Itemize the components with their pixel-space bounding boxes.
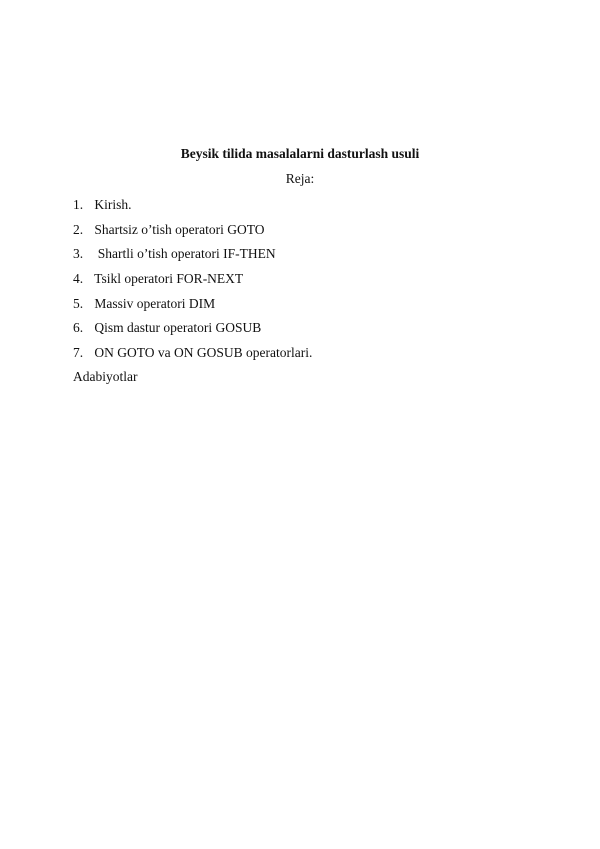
references-label: Adabiyotlar [73,369,138,384]
item-text: Tsikl operatori FOR-NEXT [94,271,244,287]
list-item [73,344,312,369]
item-number: 3. [73,246,84,262]
plan-list [73,196,312,369]
item-text: Massiv operatori DIM [94,295,216,311]
item-text: Kirish. [94,197,132,212]
item-text: Shartsiz o’tish operatori GOTO [94,221,265,237]
list-item [73,245,312,270]
item-number: 4. [73,271,84,287]
item-text: Shartli o’tish operatori IF-THEN [94,246,276,262]
item-number: 2. [73,221,84,237]
item-number: 6. [73,320,84,336]
item-number: 5. [73,295,84,311]
plan-heading: Reja: [285,171,315,186]
item-number: 1. [73,197,84,212]
list-item [73,270,312,295]
list-item [73,319,312,344]
item-number: 7. [73,345,84,361]
list-item [73,221,312,246]
item-text: ON GOTO va ON GOSUB operatorlari. [94,345,313,361]
list-item [73,295,312,320]
list-item [73,196,312,221]
item-text: Qism dastur operatori GOSUB [94,320,262,336]
document-title: Beysik tilida masalalarni dasturlash usuli [180,146,420,161]
